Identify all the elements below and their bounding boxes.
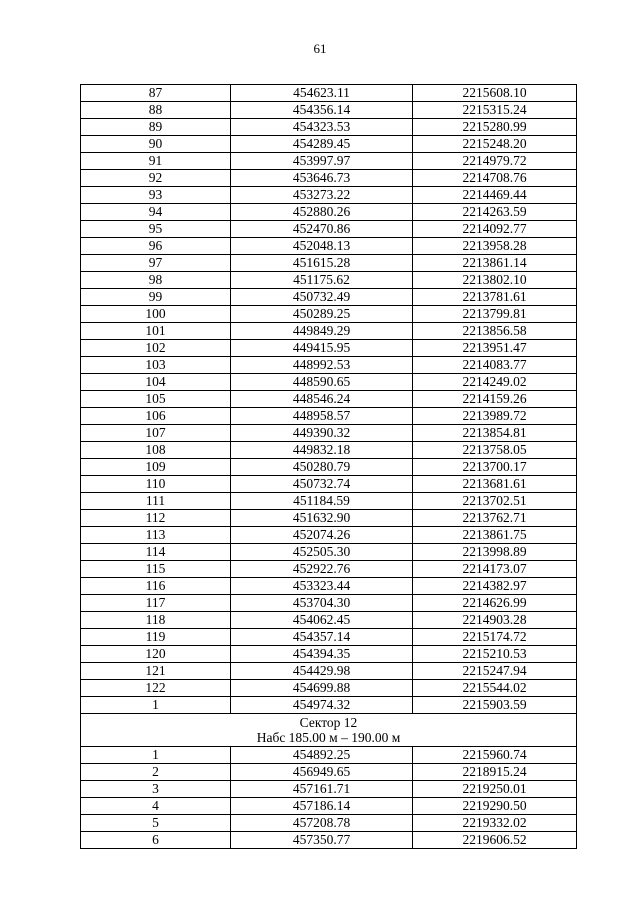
x-coordinate-cell: 450732.49	[231, 289, 413, 306]
y-coordinate-cell: 2215903.59	[413, 697, 577, 714]
table-row	[81, 781, 577, 798]
point-number-cell: 113	[81, 527, 231, 544]
x-coordinate-cell: 449415.95	[231, 340, 413, 357]
x-coordinate-cell: 457208.78	[231, 815, 413, 832]
x-coordinate-cell: 454323.53	[231, 119, 413, 136]
y-coordinate-cell: 2215174.72	[413, 629, 577, 646]
y-coordinate-cell: 2215315.24	[413, 102, 577, 119]
y-coordinate-cell: 2213861.14	[413, 255, 577, 272]
x-coordinate-cell: 448590.65	[231, 374, 413, 391]
point-number-cell: 97	[81, 255, 231, 272]
y-coordinate-cell: 2213758.05	[413, 442, 577, 459]
point-number-cell: 98	[81, 272, 231, 289]
y-coordinate-cell: 2213958.28	[413, 238, 577, 255]
y-coordinate-cell: 2213702.51	[413, 493, 577, 510]
y-coordinate-cell: 2213989.72	[413, 408, 577, 425]
point-number-cell: 109	[81, 459, 231, 476]
y-coordinate-cell: 2213854.81	[413, 425, 577, 442]
table-row	[81, 85, 577, 102]
y-coordinate-cell: 2213951.47	[413, 340, 577, 357]
x-coordinate-cell: 449832.18	[231, 442, 413, 459]
y-coordinate-cell: 2214263.59	[413, 204, 577, 221]
table-row	[81, 442, 577, 459]
y-coordinate-cell: 2213799.81	[413, 306, 577, 323]
y-coordinate-cell: 2215280.99	[413, 119, 577, 136]
table-row	[81, 544, 577, 561]
table-row	[81, 357, 577, 374]
x-coordinate-cell: 451615.28	[231, 255, 413, 272]
table-row	[81, 612, 577, 629]
point-number-cell: 111	[81, 493, 231, 510]
y-coordinate-cell: 2213856.58	[413, 323, 577, 340]
point-number-cell: 100	[81, 306, 231, 323]
point-number-cell: 112	[81, 510, 231, 527]
table-row	[81, 493, 577, 510]
x-coordinate-cell: 454623.11	[231, 85, 413, 102]
page-number: 61	[313, 41, 327, 56]
point-number-cell: 93	[81, 187, 231, 204]
point-number-cell: 103	[81, 357, 231, 374]
point-number-cell: 106	[81, 408, 231, 425]
y-coordinate-cell: 2214903.28	[413, 612, 577, 629]
x-coordinate-cell: 453704.30	[231, 595, 413, 612]
point-number-cell: 104	[81, 374, 231, 391]
table-row	[81, 102, 577, 119]
y-coordinate-cell: 2214092.77	[413, 221, 577, 238]
x-coordinate-cell: 448992.53	[231, 357, 413, 374]
x-coordinate-cell: 456949.65	[231, 764, 413, 781]
y-coordinate-cell: 2219250.01	[413, 781, 577, 798]
table-row	[81, 527, 577, 544]
y-coordinate-cell: 2214708.76	[413, 170, 577, 187]
point-number-cell: 90	[81, 136, 231, 153]
x-coordinate-cell: 454429.98	[231, 663, 413, 680]
point-number-cell: 87	[81, 85, 231, 102]
table-row	[81, 663, 577, 680]
x-coordinate-cell: 454699.88	[231, 680, 413, 697]
table-row	[81, 204, 577, 221]
y-coordinate-cell: 2214979.72	[413, 153, 577, 170]
table-row	[81, 578, 577, 595]
x-coordinate-cell: 457350.77	[231, 832, 413, 849]
x-coordinate-cell: 453273.22	[231, 187, 413, 204]
table-row	[81, 476, 577, 493]
point-number-cell: 101	[81, 323, 231, 340]
x-coordinate-cell: 452470.86	[231, 221, 413, 238]
point-number-cell: 89	[81, 119, 231, 136]
point-number-cell: 117	[81, 595, 231, 612]
y-coordinate-cell: 2219606.52	[413, 832, 577, 849]
sector-header-cell	[81, 714, 577, 747]
x-coordinate-cell: 451175.62	[231, 272, 413, 289]
table-row	[81, 374, 577, 391]
point-number-cell: 99	[81, 289, 231, 306]
y-coordinate-cell: 2214469.44	[413, 187, 577, 204]
x-coordinate-cell: 454289.45	[231, 136, 413, 153]
point-number-cell: 115	[81, 561, 231, 578]
table-row	[81, 272, 577, 289]
x-coordinate-cell: 452505.30	[231, 544, 413, 561]
point-number-cell: 92	[81, 170, 231, 187]
x-coordinate-cell: 454974.32	[231, 697, 413, 714]
y-coordinate-cell: 2214159.26	[413, 391, 577, 408]
table-row	[81, 340, 577, 357]
table-row	[81, 629, 577, 646]
y-coordinate-cell: 2215608.10	[413, 85, 577, 102]
point-number-cell: 102	[81, 340, 231, 357]
table-row	[81, 170, 577, 187]
y-coordinate-cell: 2214249.02	[413, 374, 577, 391]
x-coordinate-cell: 453646.73	[231, 170, 413, 187]
x-coordinate-cell: 457186.14	[231, 798, 413, 815]
x-coordinate-cell: 449849.29	[231, 323, 413, 340]
x-coordinate-cell: 448958.57	[231, 408, 413, 425]
table-row	[81, 459, 577, 476]
point-number-cell: 95	[81, 221, 231, 238]
x-coordinate-cell: 454357.14	[231, 629, 413, 646]
x-coordinate-cell: 452922.76	[231, 561, 413, 578]
x-coordinate-cell: 457161.71	[231, 781, 413, 798]
table-row	[81, 646, 577, 663]
x-coordinate-cell: 449390.32	[231, 425, 413, 442]
sector-subtitle: Набс 185.00 м – 190.00 м	[256, 730, 401, 745]
y-coordinate-cell: 2219290.50	[413, 798, 577, 815]
y-coordinate-cell: 2213781.61	[413, 289, 577, 306]
table-row	[81, 697, 577, 714]
table-row	[81, 747, 577, 764]
y-coordinate-cell: 2213861.75	[413, 527, 577, 544]
point-number-cell: 6	[81, 832, 231, 849]
table-row	[81, 815, 577, 832]
x-coordinate-cell: 450732.74	[231, 476, 413, 493]
y-coordinate-cell: 2215248.20	[413, 136, 577, 153]
table-body-after	[81, 747, 577, 849]
y-coordinate-cell: 2214626.99	[413, 595, 577, 612]
point-number-cell: 88	[81, 102, 231, 119]
x-coordinate-cell: 452880.26	[231, 204, 413, 221]
y-coordinate-cell: 2218915.24	[413, 764, 577, 781]
y-coordinate-cell: 2213802.10	[413, 272, 577, 289]
table-row	[81, 408, 577, 425]
y-coordinate-cell: 2213700.17	[413, 459, 577, 476]
y-coordinate-cell: 2214173.07	[413, 561, 577, 578]
table-row	[81, 764, 577, 781]
table-row	[81, 153, 577, 170]
y-coordinate-cell: 2215544.02	[413, 680, 577, 697]
point-number-cell: 110	[81, 476, 231, 493]
x-coordinate-cell: 450289.25	[231, 306, 413, 323]
table-row	[81, 323, 577, 340]
table-row	[81, 832, 577, 849]
point-number-cell: 96	[81, 238, 231, 255]
point-number-cell: 119	[81, 629, 231, 646]
y-coordinate-cell: 2213681.61	[413, 476, 577, 493]
point-number-cell: 122	[81, 680, 231, 697]
table-row	[81, 136, 577, 153]
y-coordinate-cell: 2213762.71	[413, 510, 577, 527]
sector-title: Сектор 12	[299, 715, 358, 730]
y-coordinate-cell: 2219332.02	[413, 815, 577, 832]
x-coordinate-cell: 452074.26	[231, 527, 413, 544]
point-number-cell: 4	[81, 798, 231, 815]
y-coordinate-cell: 2215247.94	[413, 663, 577, 680]
x-coordinate-cell: 451632.90	[231, 510, 413, 527]
y-coordinate-cell: 2214382.97	[413, 578, 577, 595]
point-number-cell: 116	[81, 578, 231, 595]
point-number-cell: 1	[81, 697, 231, 714]
point-number-cell: 121	[81, 663, 231, 680]
coordinates-table	[80, 84, 577, 849]
y-coordinate-cell: 2213998.89	[413, 544, 577, 561]
table-row	[81, 680, 577, 697]
table-row	[81, 255, 577, 272]
table-row	[81, 238, 577, 255]
table-row	[81, 595, 577, 612]
point-number-cell: 1	[81, 747, 231, 764]
x-coordinate-cell: 450280.79	[231, 459, 413, 476]
point-number-cell: 107	[81, 425, 231, 442]
table-row	[81, 510, 577, 527]
point-number-cell: 2	[81, 764, 231, 781]
point-number-cell: 108	[81, 442, 231, 459]
point-number-cell: 105	[81, 391, 231, 408]
table-row	[81, 187, 577, 204]
table-row	[81, 119, 577, 136]
x-coordinate-cell: 454892.25	[231, 747, 413, 764]
x-coordinate-cell: 453997.97	[231, 153, 413, 170]
point-number-cell: 114	[81, 544, 231, 561]
point-number-cell: 3	[81, 781, 231, 798]
y-coordinate-cell: 2214083.77	[413, 357, 577, 374]
table-row	[81, 306, 577, 323]
y-coordinate-cell: 2215210.53	[413, 646, 577, 663]
x-coordinate-cell: 451184.59	[231, 493, 413, 510]
y-coordinate-cell: 2215960.74	[413, 747, 577, 764]
table-row	[81, 425, 577, 442]
table-row	[81, 289, 577, 306]
point-number-cell: 120	[81, 646, 231, 663]
x-coordinate-cell: 454394.35	[231, 646, 413, 663]
table-body-before	[81, 85, 577, 714]
table-row	[81, 221, 577, 238]
point-number-cell: 118	[81, 612, 231, 629]
point-number-cell: 91	[81, 153, 231, 170]
x-coordinate-cell: 454062.45	[231, 612, 413, 629]
table-row	[81, 798, 577, 815]
x-coordinate-cell: 454356.14	[231, 102, 413, 119]
sector-header-body	[81, 714, 577, 747]
x-coordinate-cell: 453323.44	[231, 578, 413, 595]
table-row	[81, 561, 577, 578]
sector-header-row	[81, 714, 577, 747]
point-number-cell: 94	[81, 204, 231, 221]
x-coordinate-cell: 448546.24	[231, 391, 413, 408]
x-coordinate-cell: 452048.13	[231, 238, 413, 255]
point-number-cell: 5	[81, 815, 231, 832]
table-row	[81, 391, 577, 408]
